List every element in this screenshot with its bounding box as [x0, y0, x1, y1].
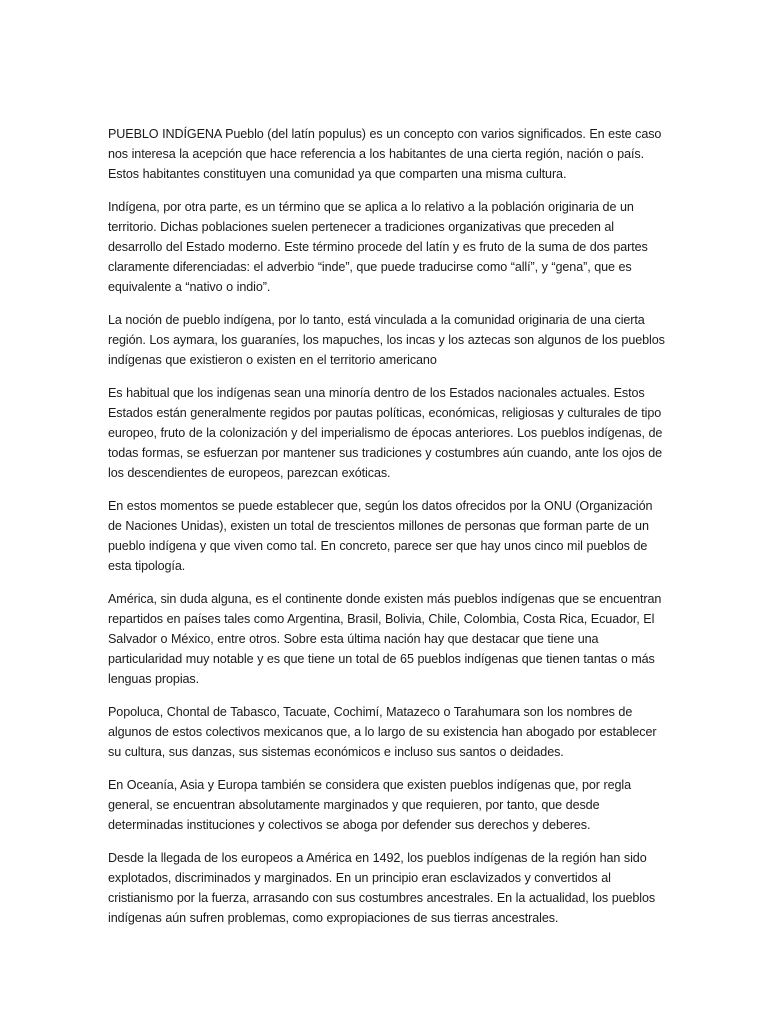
paragraph-9: Desde la llegada de los europeos a América en 1492, los pueblos indígenas de la región han sido explotados, discriminados y marginados. En un principio eran esclavizados y convertidos al cristianismo por la fuerza, arrasando con sus costumbres ancestrales. En la actualidad, los pueblos indígenas aún sufren problemas, como expropiaciones de sus tierras ancestrales.	[108, 851, 656, 925]
paragraph-8: En Oceanía, Asia y Europa también se considera que existen pueblos indígenas que, por regla general, se encuentran absolutamente marginados y que requieren, por tanto, que desde determinadas instituciones y colectivos se aboga por defender sus derechos y deberes.	[108, 778, 631, 832]
paragraph-4: Es habitual que los indígenas sean una minoría dentro de los Estados nacionales actuales. Estos Estados están generalmente regidos por pautas políticas, económicas, religiosas y culturales de tipo europeo, fruto de la colonización y del imperialismo de épocas anteriores. Los pueblos indígenas, de todas formas, se esfuerzan por mantener sus tradiciones y costumbres aún cuando, ante los ojos de los descendientes de europeos, parezcan exóticas.	[108, 386, 663, 480]
paragraph-3: La noción de pueblo indígena, por lo tanto, está vinculada a la comunidad originaria de una cierta región. Los aymara, los guaraníes, los mapuches, los incas y los aztecas son algunos de los pueblos indígenas que existieron o existen en el territorio americano	[108, 313, 665, 367]
paragraph-7: Popoluca, Chontal de Tabasco, Tacuate, Cochimí, Matazeco o Tarahumara son los nombres de algunos de estos colectivos mexicanos que, a lo largo de su existencia han abogado por establecer su cultura, sus danzas, sus sistemas económicos e incluso sus santos o deidades.	[108, 705, 657, 759]
paragraph-2: Indígena, por otra parte, es un término que se aplica a lo relativo a la población originaria de un territorio. Dichas poblaciones suelen pertenecer a tradiciones organizativas que preceden al desarrollo del Estado moderno. Este término procede del latín y es fruto de la suma de dos partes claramente diferenciadas: el adverbio “inde”, que puede traducirse como “allí”, y “gena”, que es equivalente a “nativo o indio”.	[108, 200, 648, 294]
paragraph-6: América, sin duda alguna, es el continente donde existen más pueblos indígenas que se encuentran repartidos en países tales como Argentina, Brasil, Bolivia, Chile, Colombia, Costa Rica, Ecuador, El Salvador o México, entre otros. Sobre esta última nación hay que destacar que tiene una particularidad muy notable y es que tiene un total de 65 pueblos indígenas que tienen tantas o más lenguas propias.	[108, 592, 662, 686]
paragraph-5: En estos momentos se puede establecer que, según los datos ofrecidos por la ONU (Organización de Naciones Unidas), existen un total de trescientos millones de personas que forman parte de un pueblo indígena y que viven como tal. En concreto, parece ser que hay unos cinco mil pueblos de esta tipología.	[108, 499, 653, 573]
document-body	[108, 124, 668, 941]
paragraph-1: PUEBLO INDÍGENA Pueblo (del latín populus) es un concepto con varios significados. En este caso nos interesa la acepción que hace referencia a los habitantes de una cierta región, nación o país. Estos habitantes constituyen una comunidad ya que comparten una misma cultura.	[108, 127, 662, 181]
